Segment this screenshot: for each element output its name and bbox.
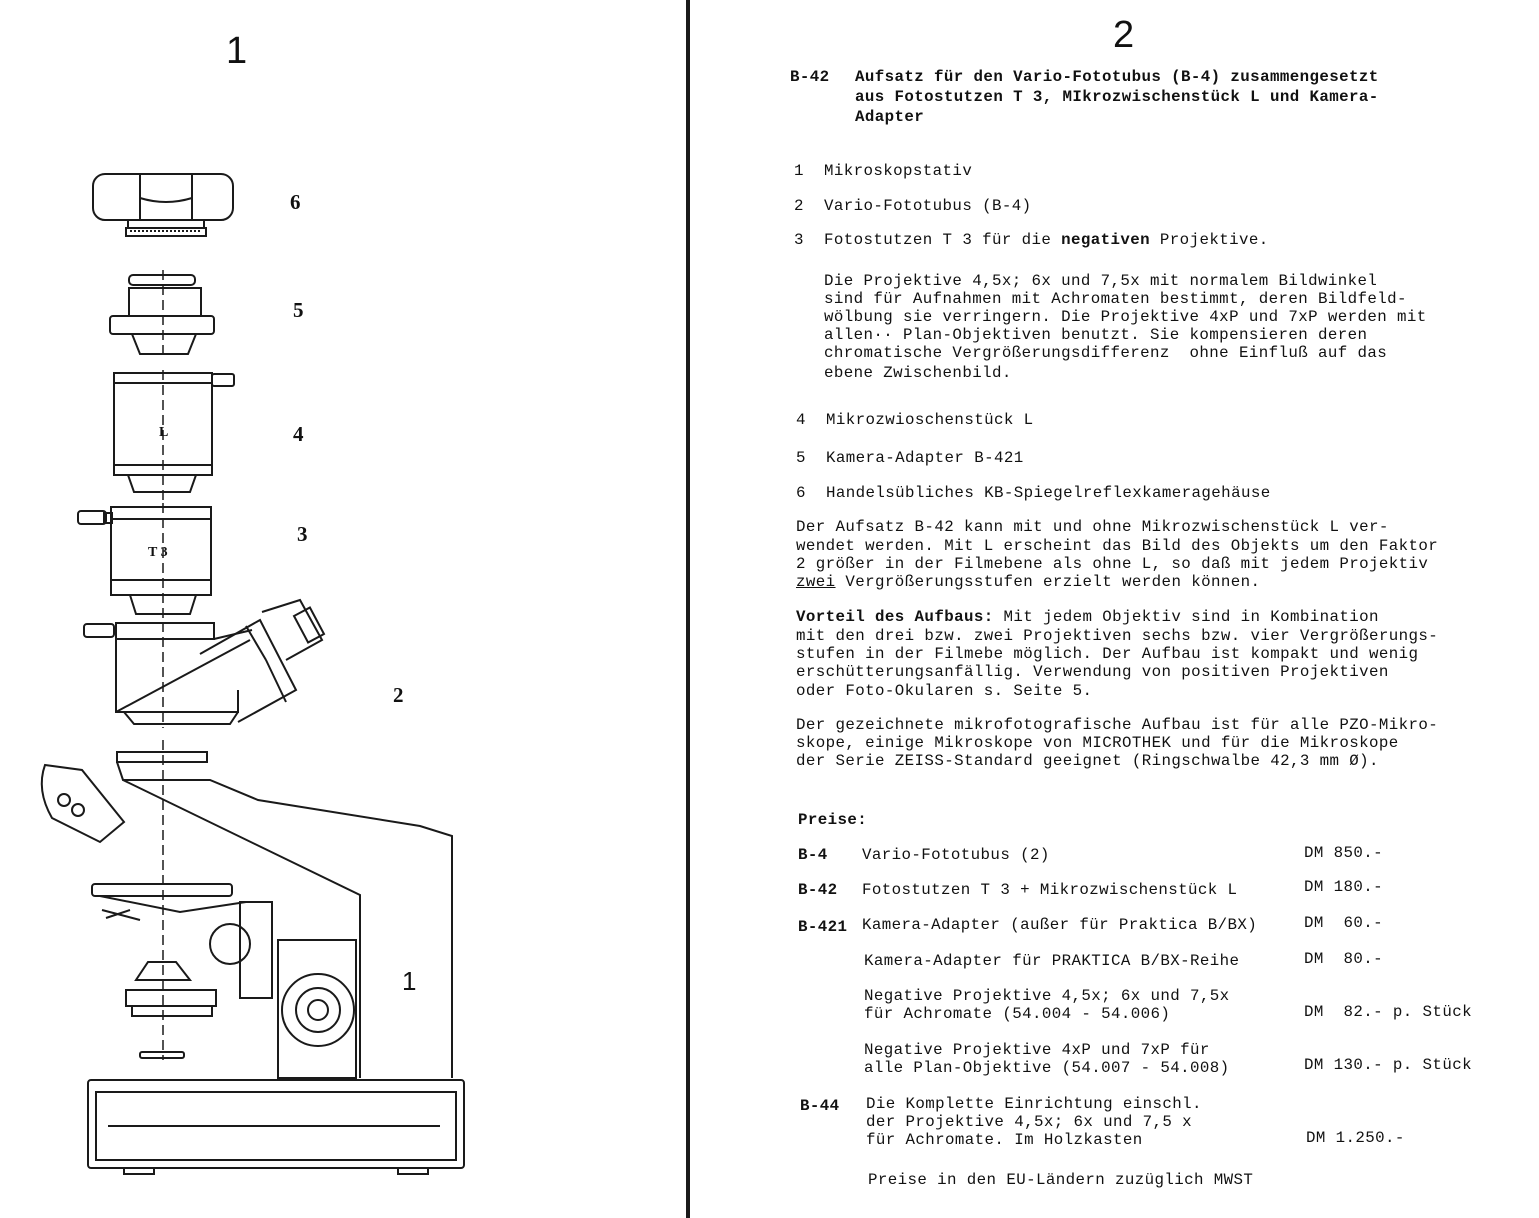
vorteil-paragraph-line [796,608,1379,627]
price-description: für Achromate (54.004 - 54.006) [864,1005,1171,1023]
page-number-left: 1 [226,30,248,72]
aufsatz-paragraph-line: Der Aufsatz B-42 kann mit und ohne Mikrozwischenstück L ver- [796,518,1389,536]
item-text-4: Mikrozwioschenstück L [826,411,1034,429]
fotostutzen-part [78,503,211,618]
projektive-note-line: ebene Zwischenbild. [824,364,1012,382]
price-description: Kamera-Adapter (außer für Praktica B/BX) [862,916,1258,934]
aufsatz-paragraph-line: 2 größer in der Filmebene als ohne L, so daß mit jedem Projektiv [796,555,1429,573]
item-text-6: Handelsübliches KB-Spiegelreflexkameragehäuse [826,484,1271,502]
price-value: DM 130.- p. Stück [1304,1056,1472,1074]
figure-label-4: 4 [293,422,304,446]
projektive-note-line: chromatische Vergrößerungsdifferenz ohne Einfluß auf das [824,344,1388,362]
part-label-T3: T 3 [148,545,168,560]
price-code: B-44 [800,1097,840,1115]
gezeichnete-paragraph-line: der Serie ZEISS-Standard geeignet (Ringschwalbe 42,3 mm Ø). [796,752,1379,770]
right-page [690,0,1539,1218]
gezeichnete-paragraph-line: skope, einige Mikroskope von MICROTHEK und für die Mikroskope [796,734,1399,752]
footer-note: Preise in den EU-Ländern zuzüglich MWST [868,1171,1254,1189]
item-number-3: 3 [794,231,804,249]
price-code: B-4 [798,846,828,864]
item-number-6: 6 [796,484,806,502]
price-description: alle Plan-Objektive (54.007 - 54.008) [864,1059,1230,1077]
item-text-2: Vario-Fototubus (B-4) [824,197,1032,215]
microscope-stand-part [42,740,464,1174]
price-value: DM 850.- [1304,844,1384,862]
price-value: DM 80.- [1304,950,1384,968]
price-description: Die Komplette Einrichtung einschl. [866,1095,1202,1113]
projektive-note-line: sind für Aufnahmen mit Achromaten bestimmt, deren Bildfeld- [824,290,1407,308]
item-text-5: Kamera-Adapter B-421 [826,449,1024,467]
part-label-L: L [159,425,169,440]
aufsatz-paragraph-line [796,573,1260,592]
item-text-3-b: Projektive. [1150,231,1269,249]
figure-label-3: 3 [297,522,308,546]
vorteil-line-1-rest: Mit jedem Objektiv sind in Kombination [993,608,1379,626]
gezeichnete-paragraph-line: Der gezeichnete mikrofotografische Aufbau ist für alle PZO-Mikro- [796,716,1439,734]
price-description: Negative Projektive 4,5x; 6x und 7,5x [864,987,1230,1005]
vorteil-bold-label: Vorteil des Aufbaus: [796,608,994,626]
price-value: DM 180.- [1304,878,1384,896]
item-number-1: 1 [794,162,804,180]
underlined-word: zwei [796,573,836,591]
page-number-right: 2 [1113,14,1135,56]
heading-code: B-42 [790,68,830,86]
figure-label-5: 5 [293,298,304,322]
vorteil-paragraph-line: stufen in der Filmebe möglich. Der Aufbau ist kompakt und wenig [796,645,1419,663]
price-description: Vario-Fototubus (2) [862,846,1050,864]
price-description: Fotostutzen T 3 + Mikrozwischenstück L [862,881,1238,899]
projektive-note-line: wölbung sie verringern. Die Projektive 4xP und 7xP werden mit [824,308,1427,326]
projektive-note-line: Die Projektive 4,5x; 6x und 7,5x mit normalem Bildwinkel [824,272,1378,290]
item-text-1: Mikroskopstativ [824,162,973,180]
item-number-5: 5 [796,449,806,467]
vario-fototubus-part [84,600,324,728]
heading-line-1: Aufsatz für den Vario-Fototubus (B-4) zusammengesetzt [855,68,1379,86]
vorteil-paragraph-line: oder Foto-Okularen s. Seite 5. [796,682,1093,700]
price-code: B-421 [798,918,848,936]
price-value: DM 82.- p. Stück [1304,1003,1472,1021]
heading-line-3: Adapter [855,108,925,126]
price-description: für Achromate. Im Holzkasten [866,1131,1143,1149]
item-text-3 [824,231,1269,250]
aufsatz-paragraph-line: wendet werden. Mit L erscheint das Bild des Objekts um den Faktor [796,537,1439,555]
figure-label-1: 1 [402,966,417,996]
price-value: DM 60.- [1304,914,1384,932]
aufsatz-line-4-rest: Vergrößerungsstufen erzielt werden können. [835,573,1261,591]
mikrozwischenstueck-part [114,370,234,500]
vorteil-paragraph-line: erschütterungsanfällig. Verwendung von positiven Projektiven [796,663,1389,681]
price-code: B-42 [798,881,838,899]
camera-body-part [93,174,233,236]
item-number-2: 2 [794,197,804,215]
price-description: Negative Projektive 4xP und 7xP für [864,1041,1210,1059]
left-page [0,0,686,1218]
item-text-3-a: Fotostutzen T 3 für die [824,231,1062,249]
projektive-note-line: allen·· Plan-Objektiven benutzt. Sie kompensieren deren [824,326,1368,344]
item-number-4: 4 [796,411,806,429]
price-value: DM 1.250.- [1306,1129,1405,1147]
figure-label-2: 2 [393,683,404,707]
item-text-3-bold: negativen [1061,231,1151,249]
figure-label-6: 6 [290,190,301,214]
camera-adapter-part [110,270,214,360]
heading-line-2: aus Fotostutzen T 3, MIkrozwischenstück L und Kamera- [855,88,1379,106]
price-description: Kamera-Adapter für PRAKTICA B/BX-Reihe [864,952,1240,970]
vorteil-paragraph-line: mit den drei bzw. zwei Projektiven sechs bzw. vier Vergrößerungs- [796,627,1439,645]
microscope-exploded-drawing [0,0,686,1218]
prices-heading: Preise: [798,811,868,829]
price-description: der Projektive 4,5x; 6x und 7,5 x [866,1113,1193,1131]
